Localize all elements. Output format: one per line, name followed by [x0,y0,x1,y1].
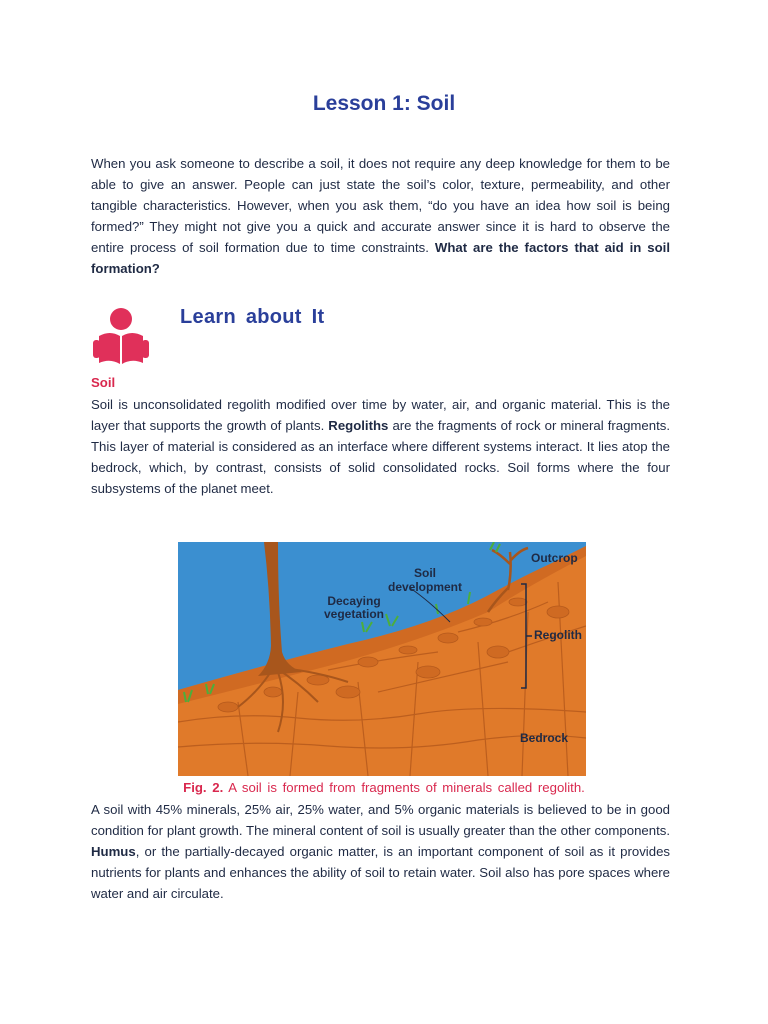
soil-development-label-line2: development [387,580,463,594]
soil-formation-figure [178,542,586,776]
intro-text: When you ask someone to describe a soil, it does not require any deep knowledge for them to be able to give an answer. People can just state the soil’s color, texture, permeability, and other tangible characteristics. However, when you ask them, “do you have an idea how soil is being formed?” They might not give you a quick and accurate answer since it is hard to observe the entire process of soil formation due to time constraints. [91,156,670,256]
soil-development-label-line1: Soil [413,566,437,580]
intro-paragraph [91,153,670,280]
decaying-vegetation-label-line2: vegetation [323,607,385,621]
lesson-title: Lesson 1: Soil [312,92,456,115]
regoliths-term: Regoliths [328,418,389,434]
soil-paragraph [91,394,670,499]
learn-about-it-heading: Learn about It [180,306,325,328]
humus-term: Humus [91,844,136,860]
reading-person-icon [92,306,150,368]
bedrock-label: Bedrock [520,731,569,745]
decaying-vegetation-label-line1: Decaying [327,594,381,608]
regolith-label: Regolith [534,628,582,642]
soil-text-part2: are the fragments of rock or mineral fragments. This layer of material is considered as an interface where different systems interact. It lies atop the bedrock, which, by contrast, consists of solid consolidated rocks. Soil forms where the four subsystems of the planet meet. [91,418,670,497]
soil-subheading: Soil [91,375,116,390]
figure-caption [0,780,768,795]
figure-caption-text: A soil is formed from fragments of minerals called regolith. [228,780,585,795]
composition-paragraph [91,799,670,904]
soil-text-part1: Soil is unconsolidated regolith modified over time by water, air, and organic material. This is the layer that supports the growth of plants. [91,397,670,434]
outcrop-label: Outcrop [531,551,578,565]
intro-question: What are the factors that aid in soil formation? [91,240,670,277]
figure-caption-prefix: Fig. 2. [183,780,224,795]
composition-text-part2: , or the partially-decayed organic matter, is an important component of soil as it provides nutrients for plants and enhances the ability of soil to retain water. Soil also has pore spaces where water and air circulate. [91,844,670,902]
composition-text-part1: A soil with 45% minerals, 25% air, 25% water, and 5% organic materials is believed to be in good condition for plant growth. The mineral content of soil is usually greater than the other components. [91,802,670,839]
